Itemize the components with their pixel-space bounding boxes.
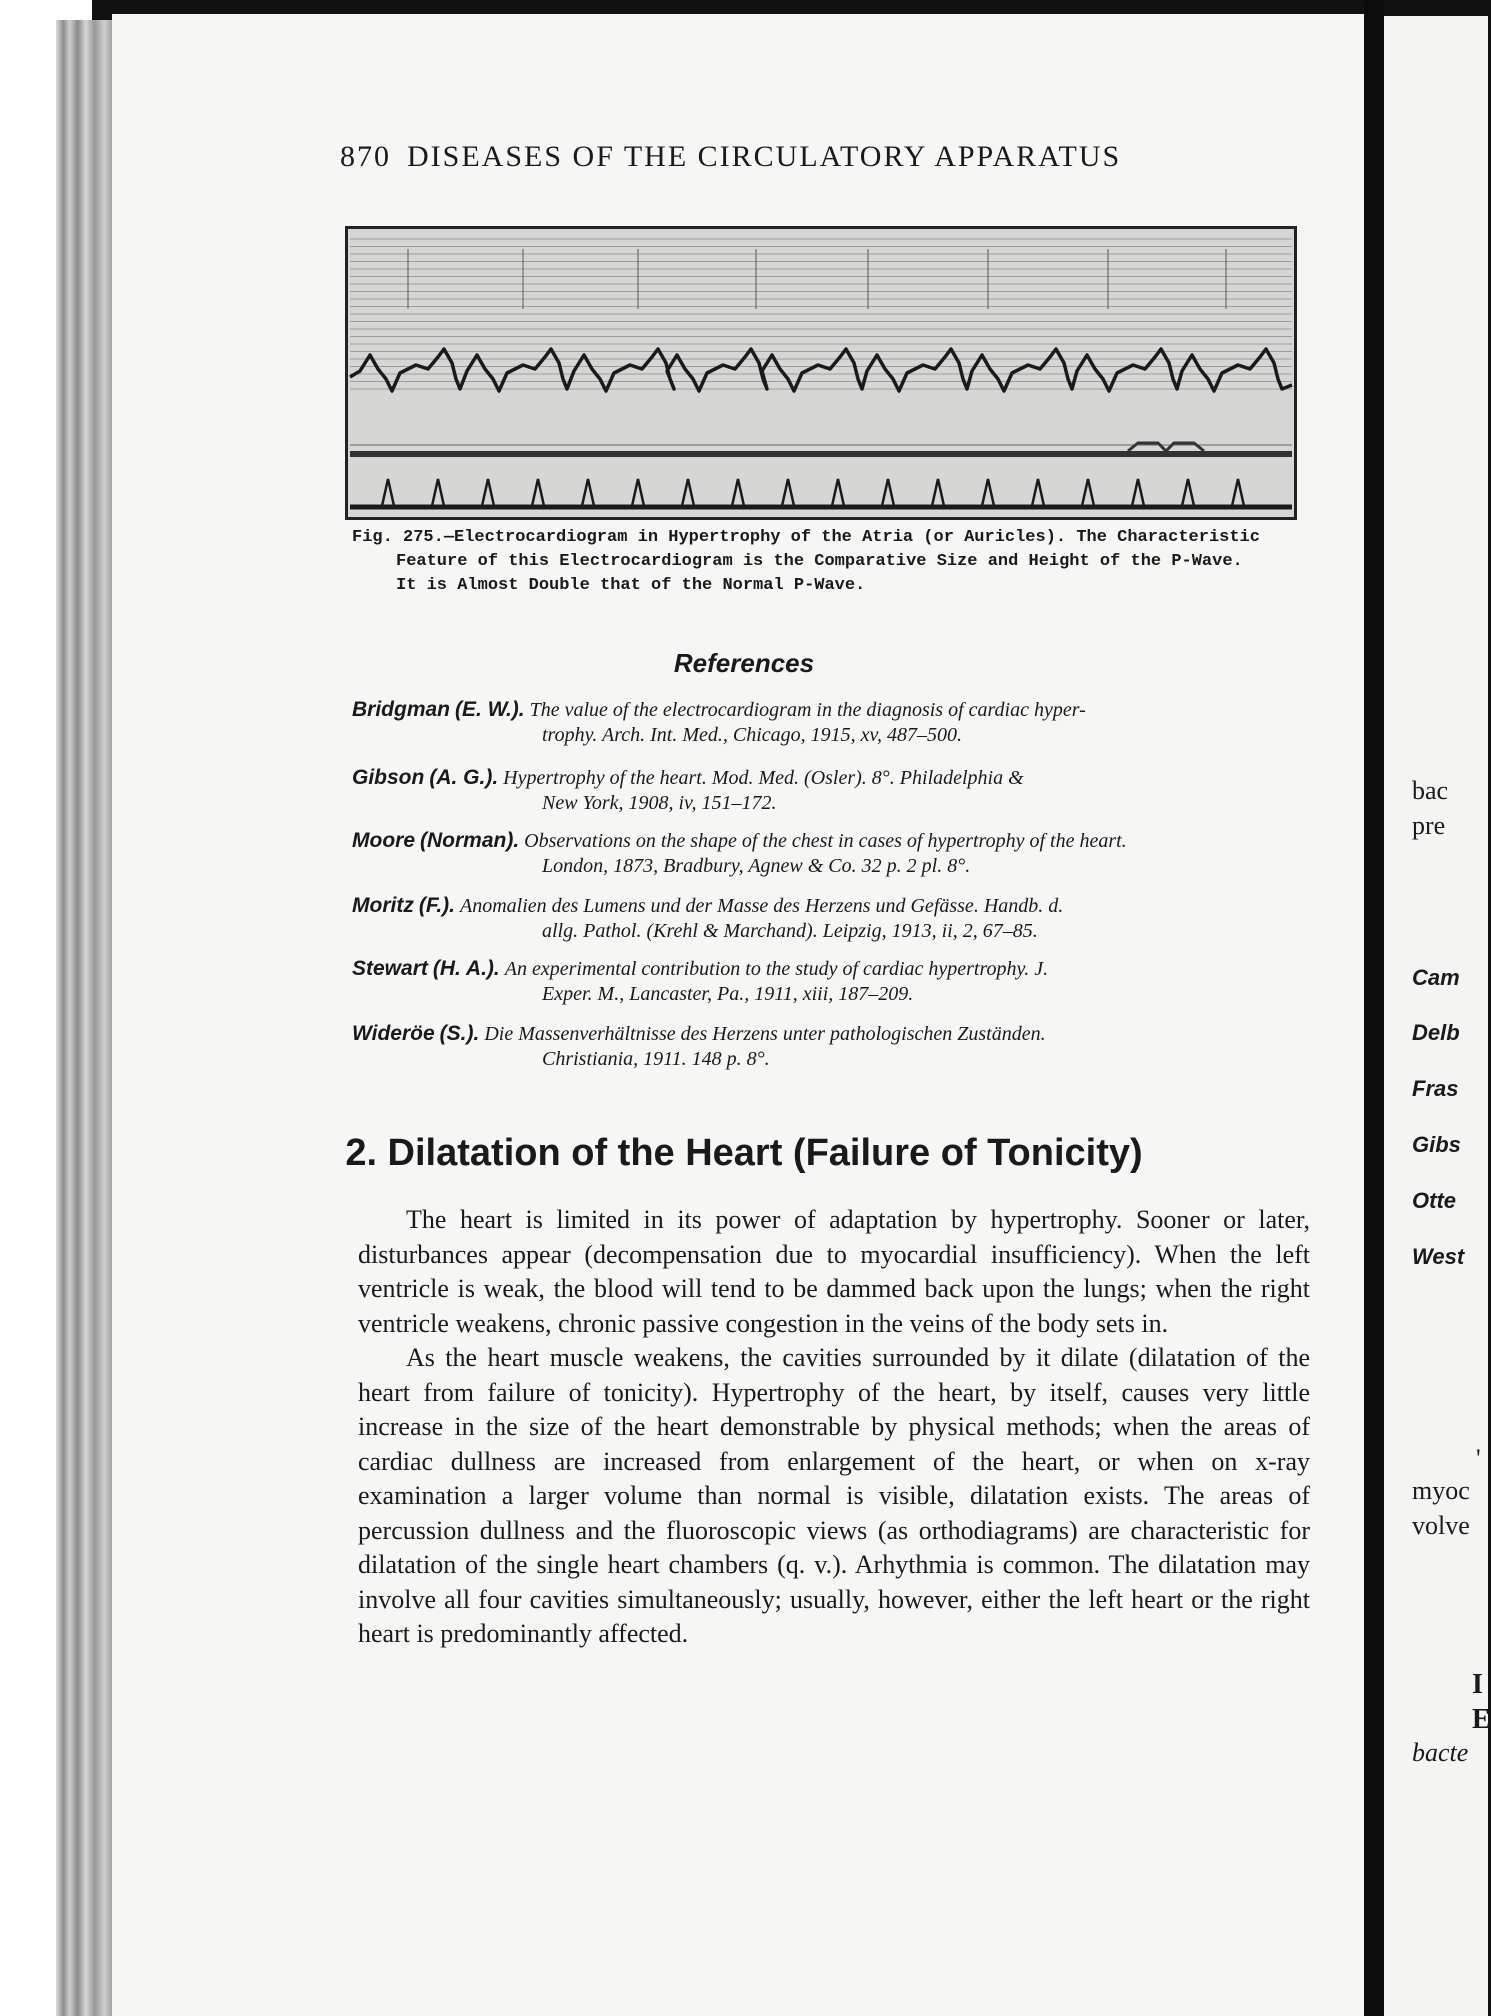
references-heading: References <box>673 648 815 678</box>
reference-entry: Bridgman (E. W.). The value of the electrocardiogram in the diagnosis of cardiac hyper- trophy. Arch. Int. Med., Chicago, 1915, xv, 487–500. <box>352 698 1086 746</box>
reference-entry: Gibson (A. G.). Hypertrophy of the heart. Mod. Med. (Osler). 8°. Philadelphia & New York, 1908, iv, 151–172. <box>352 766 1024 814</box>
page-number: 870 <box>340 140 391 173</box>
reference-entry: Stewart (H. A.). An experimental contribution to the study of cardiac hypertrophy. J. Exper. M., Lancaster, Pa., 1911, xiii, 187–209. <box>352 957 1049 1005</box>
paragraph: The heart is limited in its power of adaptation by hypertrophy. Sooner or later, disturbances appear (decompensation due to myocardial insufficiency). When the left ventricle is weak, the blood will tend to be dammed back upon the lungs; when the right ventricle weakens, chronic passive congestion in the veins of the body sets in. <box>358 1205 1310 1338</box>
page-edge-stack <box>56 20 118 2016</box>
running-head-title: DISEASES OF THE CIRCULATORY APPARATUS <box>407 140 1122 173</box>
facing-page: bac pre Cam Delb Fras Gibs Otte West ' myoc volve I E bacte <box>1384 16 1488 2016</box>
figure-caption <box>352 526 1294 598</box>
section-title: 2. Dilatation of the Heart (Failure of Tonicity) <box>345 1132 1143 1174</box>
electrocardiogram-trace <box>348 229 1294 517</box>
section-body <box>358 1203 1310 1652</box>
reference-entry: Moritz (F.). Anomalien des Lumens und der Masse des Herzens und Gefässe. Handb. d. allg. Pathol. (Krehl & Marchand). Leipzig, 1913, ii, 2, 67–85. <box>352 894 1064 942</box>
baseline-band <box>350 451 1292 457</box>
caption-line-2: Feature of this Electrocardiogram is the Comparative Size and Height of the P-Wave. <box>396 552 1243 571</box>
book-gutter <box>1364 0 1384 2016</box>
caption-line-3: It is Almost Double that of the Normal P-Wave. <box>396 576 866 595</box>
reference-entry: Wideröe (S.). Die Massenverhältnisse des Herzens unter pathologischen Zuständen. Christiania, 1911. 148 p. 8°. <box>352 1022 1046 1070</box>
paragraph: As the heart muscle weakens, the cavities surrounded by it dilate (dilatation of the heart from failure of tonicity). Hypertrophy of the heart, by itself, causes very little increase in the size of the heart demonstrable by physical methods; when the areas of cardiac dullness are increased from enlargement of the heart, or when on x-ray examination a larger volume than normal is visible, dilatation exists. The areas of percussion dullness and the fluoroscopic views (as orthodiagrams) are characteristic for dilatation of the single heart chambers (q. v.). Arhythmia is common. The dilatation may involve all four cavities simultaneously; usually, however, either the left heart or the right heart is predominantly affected. <box>358 1343 1310 1648</box>
caption-line-1: Fig. 275.—Electrocardiogram in Hypertrophy of the Atria (or Auricles). The Characteristic <box>352 528 1260 547</box>
reference-entry: Moore (Norman). Observations on the shape of the chest in cases of hypertrophy of the heart. London, 1873, Bradbury, Agnew & Co. 32 p. 2 pl. 8°. <box>352 829 1127 877</box>
electrocardiogram-figure <box>345 226 1297 520</box>
running-head <box>340 140 1220 174</box>
